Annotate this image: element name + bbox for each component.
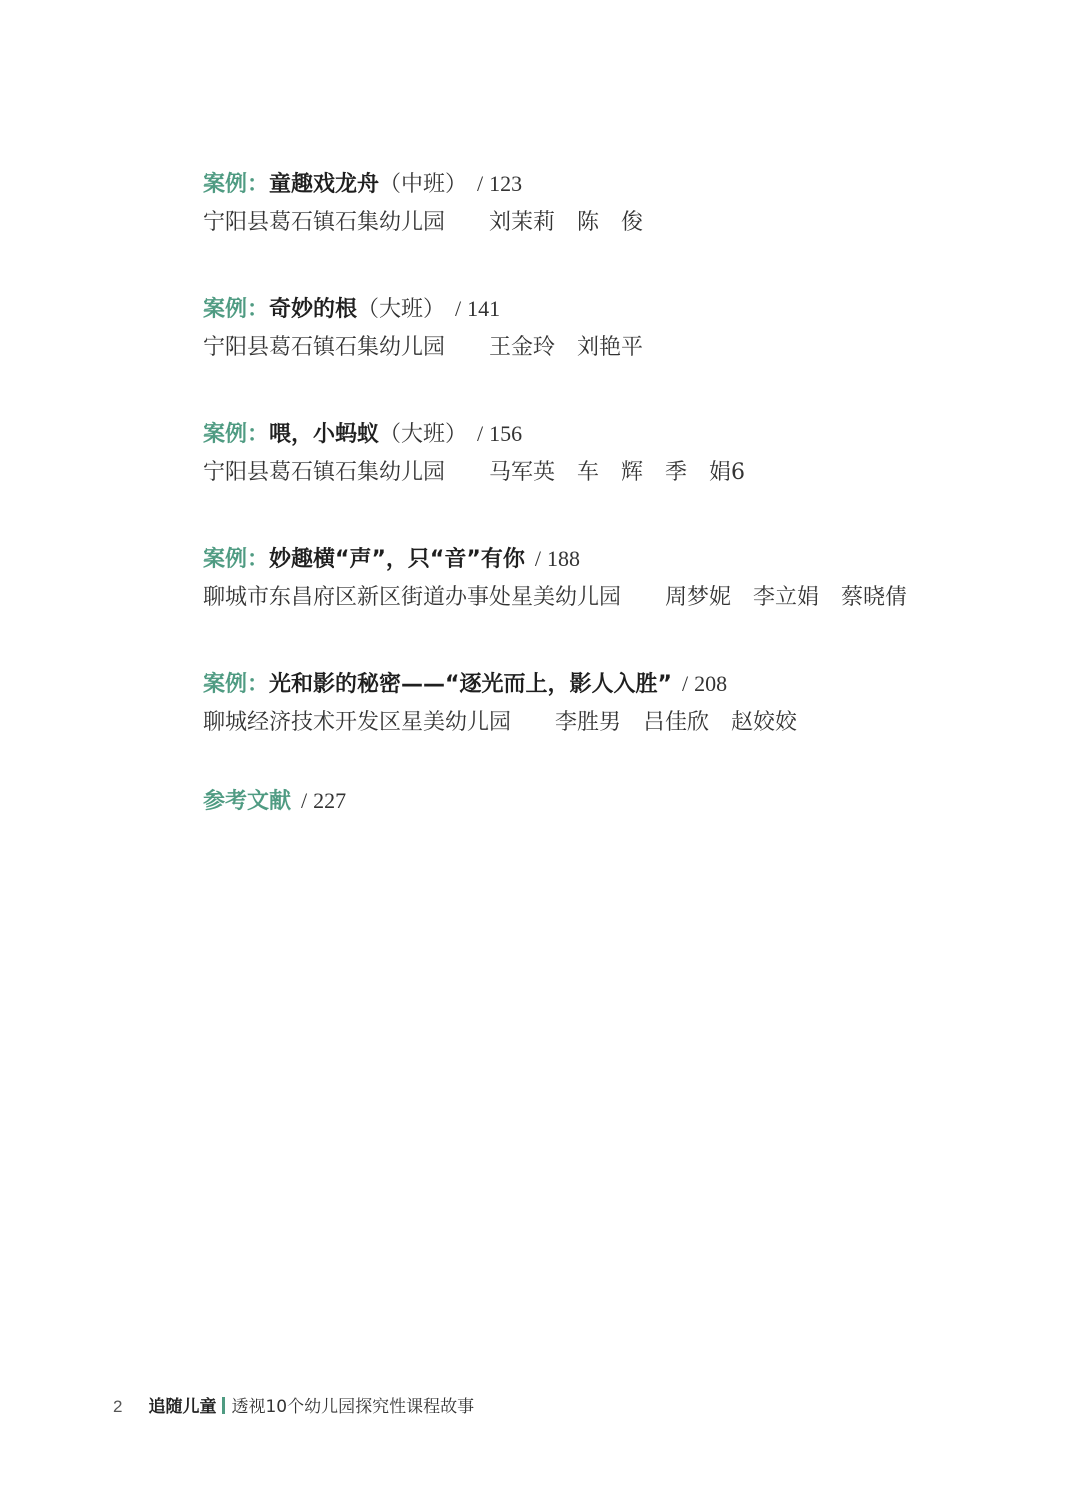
author-name: 周梦妮: [665, 585, 732, 610]
case-label: 案例：: [203, 672, 270, 697]
toc-entry-byline: [203, 328, 1023, 368]
toc-entry-byline: [203, 453, 1023, 493]
table-of-contents: [203, 165, 1023, 820]
case-title[interactable]: 童趣戏龙舟: [269, 172, 380, 197]
case-label: 案例：: [203, 297, 270, 322]
author-name: 吕佳欣: [643, 710, 710, 735]
footer-book-title: 追随儿童: [148, 1397, 217, 1417]
footer-subtitle: 透视10个幼儿园探究性课程故事: [231, 1397, 475, 1417]
class-level: （大班）: [379, 422, 468, 447]
page-separator: /: [477, 171, 484, 196]
school-name: 宁阳县葛石镇石集幼儿园: [203, 335, 446, 360]
page-separator: /: [477, 421, 484, 446]
toc-entry[interactable]: [203, 665, 1023, 743]
toc-entry-heading[interactable]: [203, 165, 1023, 203]
toc-entry-heading[interactable]: [203, 290, 1023, 328]
class-level: （中班）: [379, 172, 468, 197]
references-label[interactable]: 参考文献: [203, 789, 292, 814]
author-name: 王金玲: [489, 335, 556, 360]
page-number: 188: [546, 546, 580, 571]
page-number: 227: [313, 788, 347, 813]
toc-entry[interactable]: [203, 290, 1023, 368]
page-footer: [113, 1393, 474, 1421]
toc-entry-references[interactable]: [203, 782, 1023, 820]
toc-entry-byline: [203, 703, 1023, 743]
page-separator: /: [455, 296, 462, 321]
footer-page-number: 2: [113, 1397, 123, 1416]
author-name: 赵姣姣: [731, 710, 798, 735]
toc-entry-byline: [203, 203, 1023, 243]
page-number: 123: [489, 171, 523, 196]
author-name: 蔡晓倩: [841, 585, 908, 610]
page-separator: /: [681, 671, 689, 696]
school-name: 宁阳县葛石镇石集幼儿园: [203, 210, 446, 235]
author-name: 刘茉莉: [489, 210, 556, 235]
school-name: 聊城市东昌府区新区街道办事处星美幼儿园: [203, 585, 622, 610]
toc-entry[interactable]: [203, 415, 1023, 493]
author-name: 李胜男: [555, 710, 622, 735]
author-name: 季 娟6: [665, 460, 746, 485]
case-title[interactable]: 喂，小蚂蚁: [269, 422, 380, 447]
school-name: 聊城经济技术开发区星美幼儿园: [203, 710, 512, 735]
class-level: （大班）: [357, 297, 446, 322]
case-title[interactable]: 妙趣横“声”，只“音”有你: [269, 547, 525, 572]
case-label: 案例：: [203, 547, 270, 572]
toc-entry-heading[interactable]: [203, 540, 1023, 578]
page-number: 141: [467, 296, 501, 321]
school-name: 宁阳县葛石镇石集幼儿园: [203, 460, 446, 485]
author-name: 陈 俊: [577, 210, 644, 235]
author-name: 马军英: [489, 460, 556, 485]
case-title[interactable]: 奇妙的根: [269, 297, 358, 322]
toc-entry-byline: [203, 578, 1023, 618]
page-number: 208: [694, 671, 728, 696]
footer-divider: [222, 1397, 225, 1414]
author-name: 刘艳平: [577, 335, 644, 360]
author-name: 车 辉: [577, 460, 644, 485]
toc-entry[interactable]: [203, 540, 1023, 618]
toc-entry[interactable]: [203, 165, 1023, 243]
page-number: 156: [489, 421, 523, 446]
page-separator: /: [534, 546, 541, 571]
case-label: 案例：: [203, 172, 270, 197]
author-name: 李立娟: [753, 585, 820, 610]
toc-entry-heading[interactable]: [203, 415, 1023, 453]
case-label: 案例：: [203, 422, 270, 447]
page-separator: /: [301, 788, 308, 813]
case-title[interactable]: 光和影的秘密——“逐光而上，影人入胜”: [269, 672, 672, 697]
toc-entry-heading[interactable]: [203, 665, 1023, 703]
